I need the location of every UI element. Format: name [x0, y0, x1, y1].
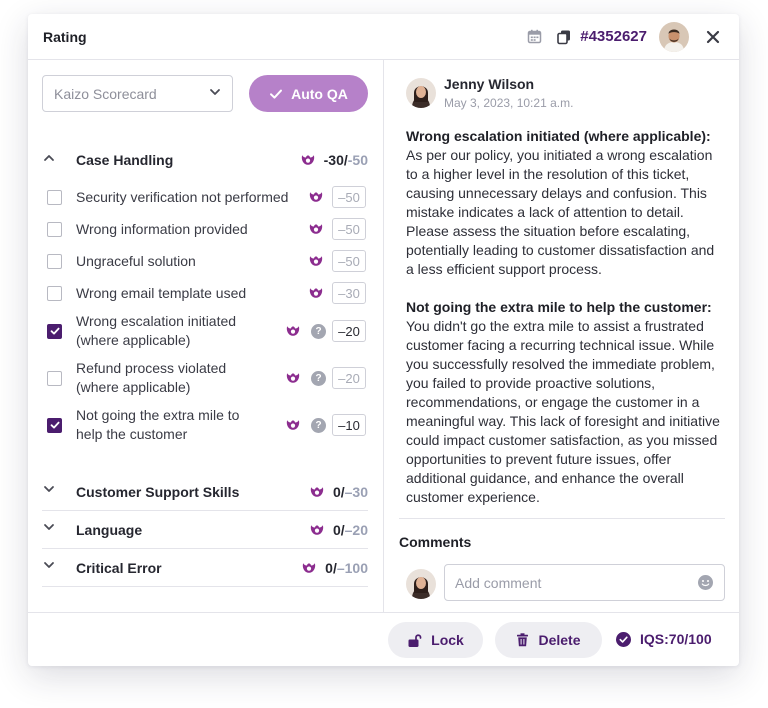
feedback-heading: Wrong escalation initiated (where applicable): — [406, 128, 711, 144]
help-icon[interactable]: ? — [311, 324, 326, 339]
section-score: 0/ –30 — [309, 484, 368, 500]
ticket-id-link[interactable]: #4352627 — [580, 28, 647, 45]
item-points[interactable]: –50 — [332, 218, 366, 240]
reviewer-name: Jenny Wilson — [444, 76, 535, 92]
lock-label: Lock — [431, 632, 464, 648]
section-score: -30/ -50 — [300, 152, 368, 168]
item-label: Security verification not performed — [76, 188, 289, 205]
delete-label: Delete — [538, 632, 581, 648]
reviewer-avatar — [406, 78, 436, 108]
section-language[interactable] — [42, 511, 368, 549]
kaizo-icon — [300, 152, 316, 168]
item-checkbox[interactable] — [47, 371, 62, 386]
chevron-down-icon[interactable] — [42, 558, 66, 577]
item-checkbox[interactable] — [47, 324, 62, 339]
calendar-icon[interactable] — [526, 29, 542, 45]
rating-item[interactable] — [42, 405, 366, 445]
item-label: Wrong escalation initiated (where applicable) — [76, 313, 237, 348]
chevron-up-icon[interactable] — [42, 151, 66, 170]
item-points[interactable]: –50 — [332, 186, 366, 208]
item-points[interactable]: –10 — [332, 414, 366, 436]
item-checkbox[interactable] — [47, 222, 62, 237]
item-checkbox[interactable] — [47, 254, 62, 269]
kaizo-icon — [308, 253, 324, 269]
check-icon — [269, 87, 283, 101]
review-date: May 3, 2023, 10:21 a.m. — [444, 96, 574, 110]
check-circle-icon — [616, 632, 631, 647]
header-actions — [526, 22, 721, 52]
feedback-paragraph — [406, 298, 724, 507]
trash-icon — [516, 633, 529, 647]
section-title: Case Handling — [76, 152, 174, 168]
header — [28, 14, 739, 60]
item-points[interactable]: –50 — [332, 250, 366, 272]
item-points[interactable]: –30 — [332, 282, 366, 304]
kaizo-icon — [309, 522, 325, 538]
chevron-down-icon[interactable] — [42, 520, 66, 539]
kaizo-icon — [309, 484, 325, 500]
section-customer-support-skills[interactable] — [42, 473, 368, 511]
agent-avatar[interactable] — [659, 22, 689, 52]
section-title: Customer Support Skills — [76, 483, 240, 500]
comments-heading: Comments — [399, 534, 472, 550]
rating-item[interactable] — [42, 311, 366, 351]
footer — [28, 612, 739, 666]
chevron-down-icon — [208, 85, 222, 102]
item-label: Refund process violated (where applicable) — [76, 360, 227, 395]
iqs-label: IQS:70/100 — [640, 631, 712, 647]
section-title: Language — [76, 521, 143, 538]
copy-icon[interactable] — [556, 29, 572, 45]
item-points[interactable]: –20 — [332, 367, 366, 389]
scorecard-select[interactable] — [42, 75, 233, 112]
comment-input[interactable] — [444, 564, 725, 601]
feedback-text — [406, 127, 724, 526]
scorecard-panel — [28, 60, 384, 612]
kaizo-icon — [285, 370, 301, 386]
feedback-body: You didn't go the extra mile to assist a frustrated customer facing a recurring technical issue. While you successfully resolved the immediate problem, you failed to provide proactive solutions, recommendations, or engage the customer in a meaningful way. This lack of foresight and initiative could impact customer satisfaction, as you missed opportunities to prevent future issues, offer additional guidance, and enhance the overall customer experience. — [406, 318, 720, 505]
auto-qa-button[interactable] — [249, 75, 368, 112]
item-checkbox[interactable] — [47, 418, 62, 433]
kaizo-icon — [301, 560, 317, 576]
item-checkbox[interactable] — [47, 286, 62, 301]
section-case-handling[interactable] — [42, 141, 368, 179]
scorecard-select-value: Kaizo Scorecard — [54, 85, 157, 102]
panel-title: Rating — [43, 28, 87, 45]
kaizo-icon — [308, 189, 324, 205]
delete-button[interactable] — [495, 622, 602, 658]
divider — [399, 518, 725, 519]
emoji-icon[interactable] — [698, 575, 713, 590]
iqs-score — [616, 631, 712, 647]
kaizo-icon — [285, 417, 301, 433]
section-title: Critical Error — [76, 559, 162, 576]
feedback-panel — [385, 60, 739, 612]
feedback-paragraph — [406, 127, 724, 279]
close-icon[interactable] — [705, 29, 721, 45]
rating-item[interactable] — [42, 358, 366, 398]
lock-icon — [407, 633, 422, 648]
section-critical-error[interactable] — [42, 549, 368, 587]
kaizo-icon — [308, 221, 324, 237]
lock-button[interactable] — [388, 622, 483, 658]
rating-item[interactable] — [42, 247, 366, 275]
item-label: Not going the extra mile to help the customer — [76, 407, 240, 442]
section-score: 0/ –20 — [309, 522, 368, 538]
kaizo-icon — [285, 323, 301, 339]
item-points[interactable]: –20 — [332, 320, 366, 342]
item-label: Ungraceful solution — [76, 252, 196, 269]
section-score: 0/ –100 — [301, 560, 368, 576]
item-label: Wrong email template used — [76, 284, 247, 301]
feedback-heading: Not going the extra mile to help the customer: — [406, 299, 712, 315]
help-icon[interactable]: ? — [311, 371, 326, 386]
rating-item[interactable] — [42, 279, 366, 307]
rating-item[interactable] — [42, 183, 366, 211]
feedback-body: As per our policy, you initiated a wrong escalation to a higher level in the resolution of this ticket, causing unnecessary delays and confusion. This mistake indicates a lack of attention to detail. Please assess the situation before escalating, potentially leading to customer dissatisfaction and a less efficient support process. — [406, 147, 715, 277]
chevron-down-icon[interactable] — [42, 482, 66, 501]
item-checkbox[interactable] — [47, 190, 62, 205]
rating-panel — [28, 14, 739, 666]
kaizo-icon — [308, 285, 324, 301]
auto-qa-label: Auto QA — [291, 85, 348, 102]
rating-item[interactable] — [42, 215, 366, 243]
help-icon[interactable]: ? — [311, 418, 326, 433]
commenter-avatar — [406, 569, 436, 599]
item-label: Wrong information provided — [76, 220, 248, 237]
